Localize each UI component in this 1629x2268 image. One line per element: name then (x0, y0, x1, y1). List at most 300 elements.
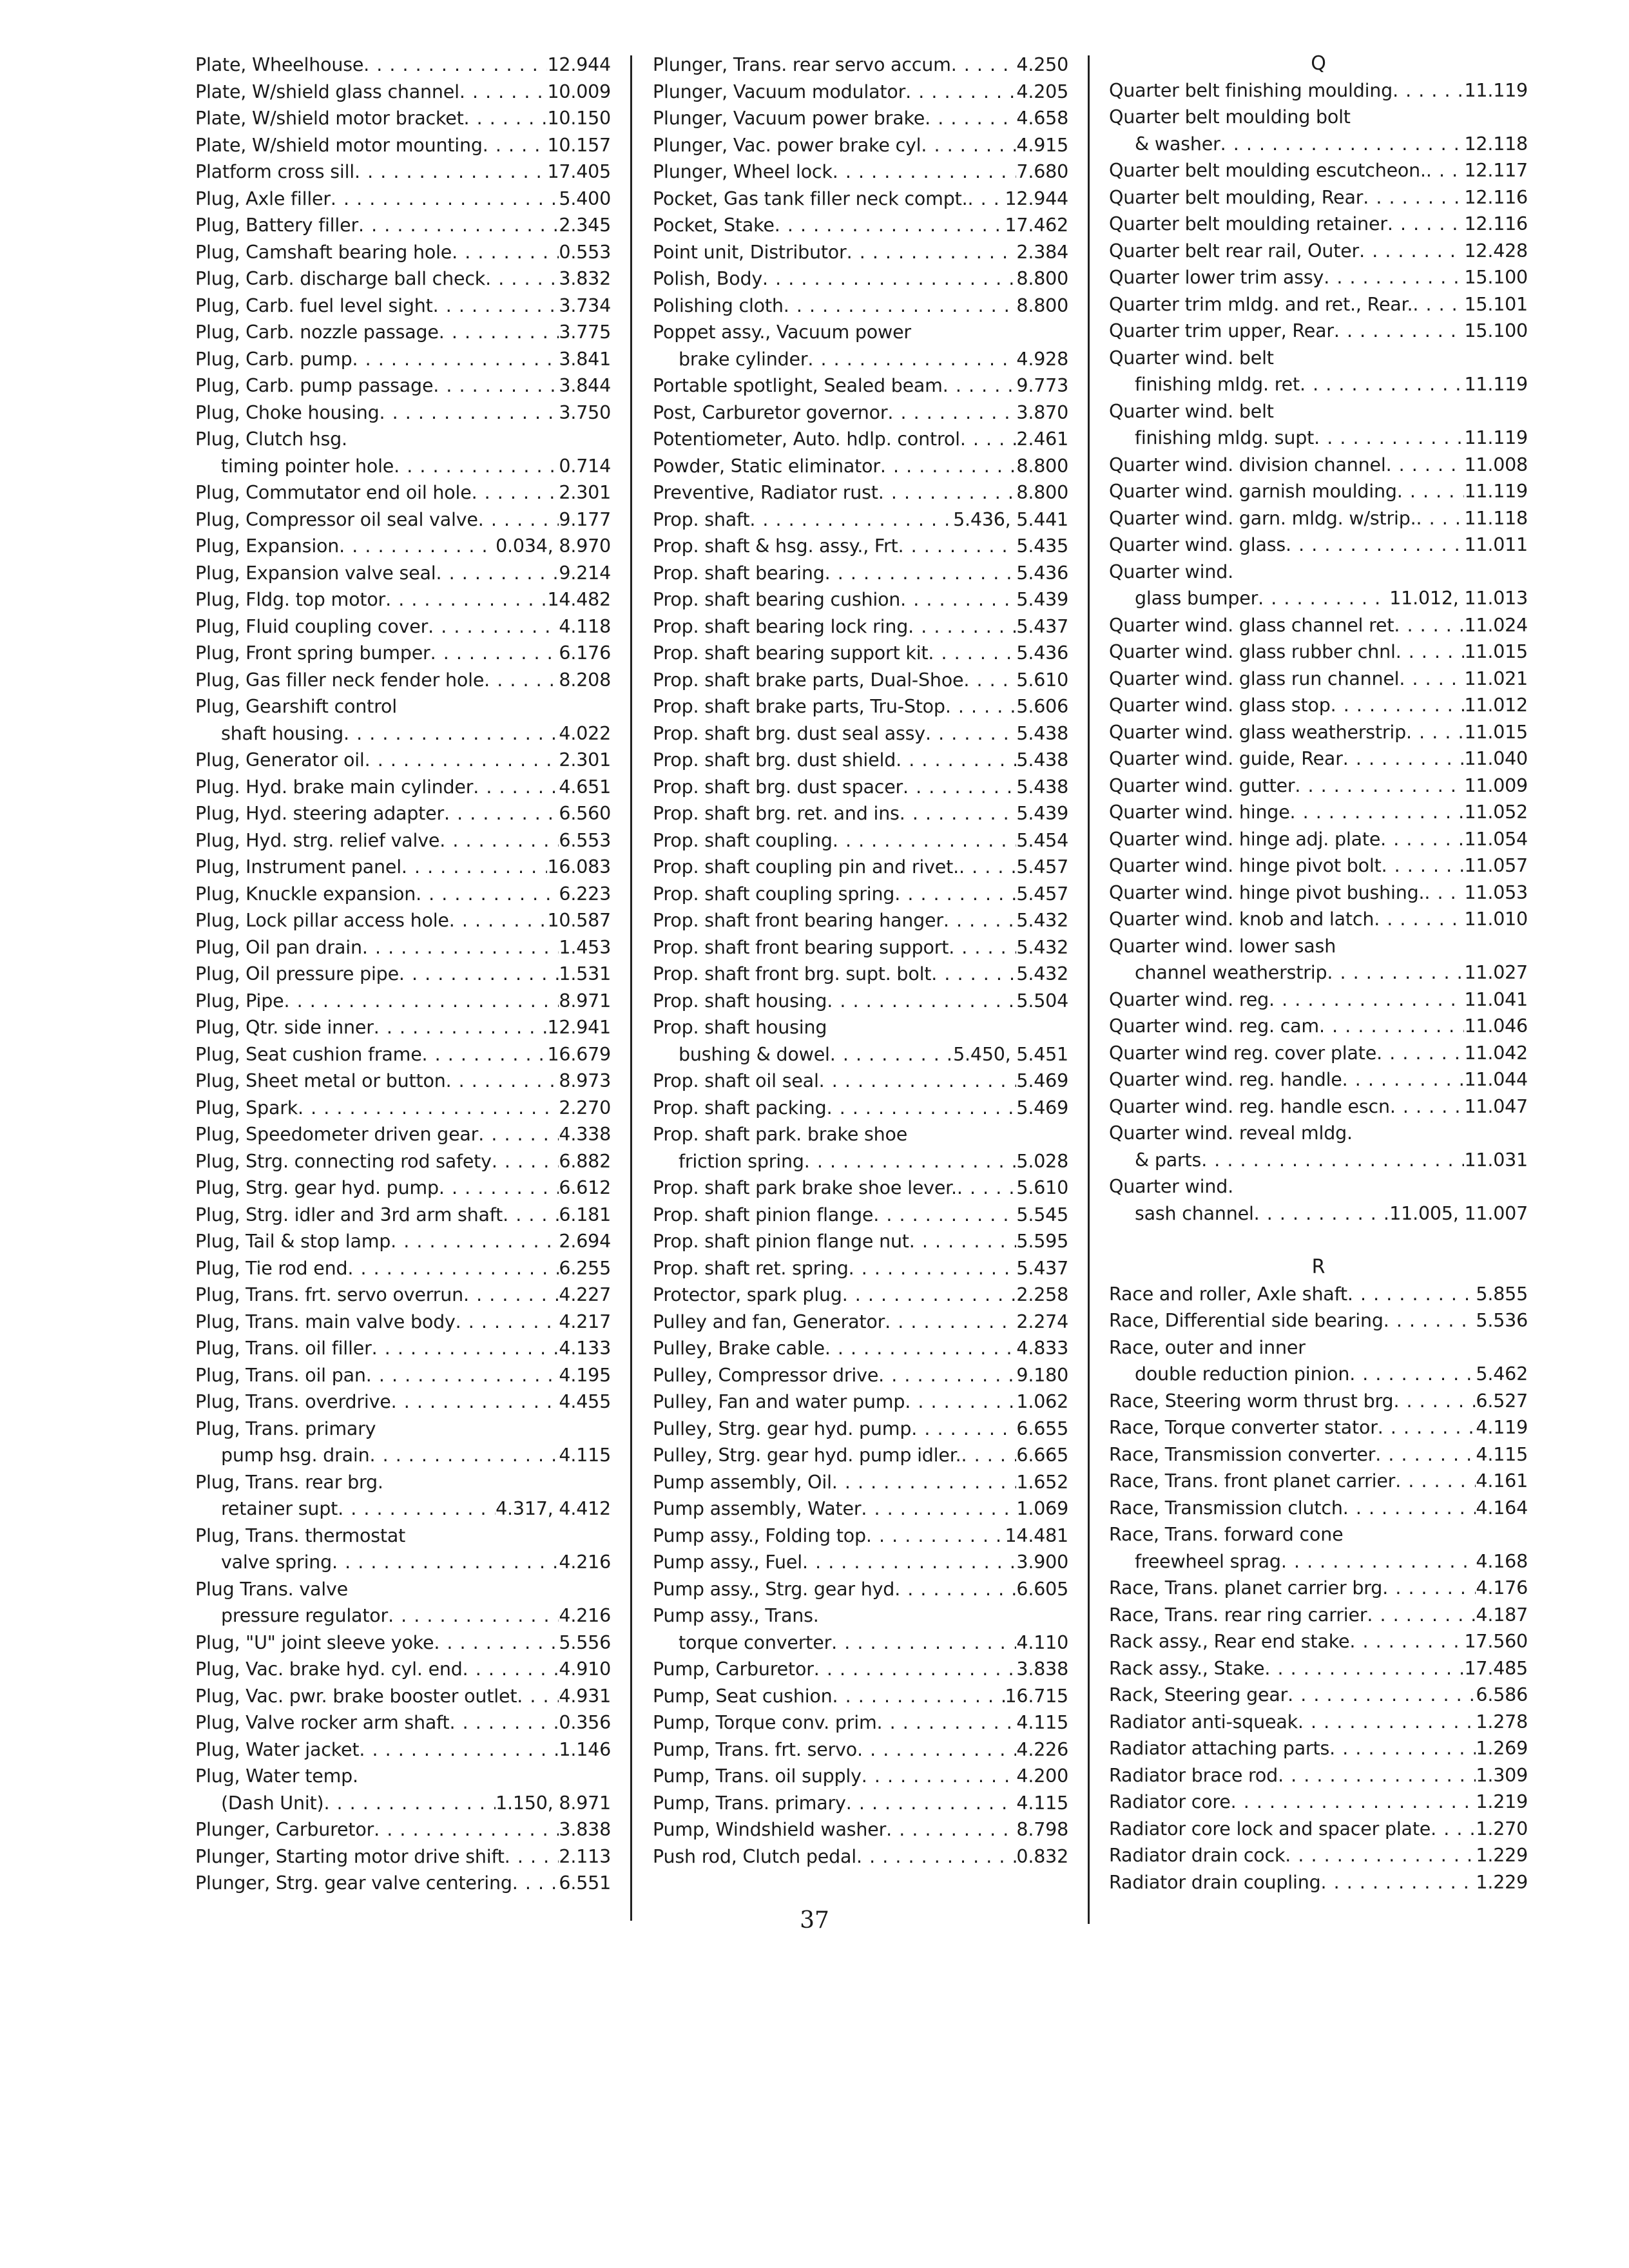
entry-label: Quarter belt moulding escutcheon. (1109, 160, 1426, 181)
entry-label: Prop. shaft housing (653, 990, 827, 1012)
index-entry (195, 159, 611, 186)
entry-page-ref: 5.536 (1476, 1310, 1528, 1331)
index-entry (1109, 799, 1528, 826)
dot-leader (463, 1282, 559, 1309)
dot-leader (831, 1629, 1016, 1657)
entry-page-ref: 1.652 (1016, 1471, 1068, 1493)
entry-label: Pump assy., Trans. (653, 1605, 819, 1626)
entry-page-ref: 4.115 (1016, 1712, 1068, 1733)
dot-leader (1394, 612, 1464, 639)
index-entry-line (195, 105, 611, 132)
dot-leader (1331, 692, 1465, 719)
entry-page-ref: 3.775 (559, 322, 611, 343)
index-entry-line (1109, 1735, 1528, 1762)
dot-leader (1231, 1789, 1476, 1816)
entry-page-ref: 8.971 (559, 990, 611, 1012)
entry-label: Plug, Carb. discharge ball check (195, 268, 486, 289)
entry-page-ref: 3.838 (1016, 1658, 1068, 1680)
entry-page-ref: 10.150 (547, 108, 611, 129)
entry-page-ref: 4.115 (1016, 1792, 1068, 1814)
dot-leader (887, 399, 1016, 427)
index-entry-line (1109, 1655, 1528, 1682)
index-entry-line (653, 265, 1068, 293)
dot-leader (1320, 1869, 1476, 1896)
entry-page-ref: 10.157 (547, 134, 611, 156)
entry-label: Race and roller, Axle shaft (1109, 1283, 1347, 1305)
entry-label: Race, Trans. front planet carrier (1109, 1470, 1396, 1492)
dot-leader (359, 1736, 559, 1763)
entry-page-ref: 1.269 (1476, 1738, 1528, 1759)
entry-page-ref: 6.586 (1476, 1684, 1528, 1706)
entry-label: Plunger, Starting motor drive shift (195, 1845, 505, 1867)
index-entry (1109, 264, 1528, 291)
dot-leader (878, 479, 1017, 506)
entry-label: Quarter trim mldg. and ret., Rear. (1109, 293, 1413, 315)
dot-leader (456, 1309, 559, 1336)
entry-label: brake cylinder (679, 348, 808, 370)
index-entry-line (195, 426, 611, 453)
dot-leader (1399, 666, 1464, 693)
entry-page-ref: 4.226 (1016, 1738, 1068, 1760)
index-entry (195, 1041, 611, 1068)
entry-label: timing pointer hole (221, 455, 394, 477)
index-entry-line (195, 1175, 611, 1202)
entry-page-ref: 5.435 (1016, 535, 1068, 557)
index-entry (653, 1602, 1068, 1656)
entry-page-ref: 4.833 (1016, 1338, 1068, 1359)
entry-page-ref: 5.436, 5.441 (953, 508, 1068, 530)
entry-page-ref: 5.432 (1016, 963, 1068, 985)
index-entry-continuation (1109, 1361, 1528, 1388)
entry-page-ref: 4.133 (559, 1338, 611, 1359)
entry-label: Plug. Hyd. brake main cylinder (195, 776, 474, 798)
entry-page-ref: 11.053 (1464, 881, 1528, 903)
entry-label: Plate, W/shield motor bracket (195, 108, 464, 129)
dot-leader (1406, 719, 1464, 746)
entry-page-ref: 11.021 (1464, 668, 1528, 689)
entry-label: shaft housing (221, 722, 344, 744)
entry-page-ref: 4.651 (559, 776, 611, 798)
dot-leader (949, 934, 1016, 961)
dot-leader (908, 613, 1016, 640)
index-entry (653, 293, 1068, 320)
entry-label: Radiator anti-squeak (1109, 1711, 1298, 1733)
entry-label: Quarter wind. gutter (1109, 774, 1295, 796)
entry-page-ref: 11.047 (1464, 1095, 1528, 1117)
dot-leader (434, 1629, 559, 1657)
dot-leader (894, 1576, 1016, 1603)
index-entry-line (1109, 1040, 1528, 1067)
dot-leader (1426, 157, 1465, 184)
index-entry-line (653, 747, 1068, 774)
dot-leader (452, 239, 559, 266)
index-entry (653, 453, 1068, 480)
index-entry (1109, 1709, 1528, 1736)
index-entry-line (1109, 398, 1528, 425)
dot-leader (1363, 184, 1464, 211)
entry-page-ref: 2.384 (1016, 241, 1068, 263)
entry-page-ref: 11.005, 11.007 (1389, 1202, 1528, 1224)
entry-page-ref: 6.223 (559, 883, 611, 905)
entry-label: Plunger, Vacuum modulator (653, 81, 906, 102)
entry-page-ref: 11.024 (1464, 614, 1528, 636)
dot-leader (1342, 1066, 1465, 1093)
entry-label: Prop. shaft ret. spring (653, 1257, 849, 1279)
entry-label: Radiator attaching parts (1109, 1738, 1330, 1759)
entry-page-ref: 4.195 (559, 1364, 611, 1386)
entry-label: Plug, Water temp. (195, 1765, 358, 1787)
index-entry (195, 1014, 611, 1041)
entry-label: Plug, Carb. pump (195, 348, 352, 370)
index-entry (195, 79, 611, 106)
index-entry (195, 52, 611, 79)
dot-leader (880, 453, 1017, 480)
entry-label: Quarter belt moulding, Rear (1109, 186, 1364, 208)
index-entry-line (195, 747, 611, 774)
index-entry-line (653, 1549, 1068, 1576)
index-entry-line (195, 1576, 611, 1603)
index-entry-line (653, 132, 1068, 159)
dot-leader (347, 1255, 559, 1282)
entry-label: Plug, Strg. connecting rod safety (195, 1150, 492, 1172)
index-entry-line (653, 52, 1068, 79)
index-entry-line (195, 907, 611, 934)
dot-leader (323, 1790, 496, 1817)
index-entry-line (195, 667, 611, 694)
index-entry-line (1109, 1388, 1528, 1415)
entry-page-ref: 11.054 (1464, 828, 1528, 850)
entry-label: Plug, Strg. idler and 3rd arm shaft (195, 1204, 503, 1225)
index-entry (653, 1335, 1068, 1362)
index-entry (653, 800, 1068, 827)
entry-label: Point unit, Distributor (653, 241, 847, 263)
entry-label: Plug, Camshaft bearing hole (195, 241, 452, 263)
index-entry-line (653, 1282, 1068, 1309)
dot-leader (928, 640, 1016, 667)
dot-leader (960, 426, 1017, 453)
entry-label: Plug, Vac. pwr. brake booster outlet (195, 1685, 517, 1707)
entry-label: Preventive, Radiator rust (653, 482, 878, 503)
index-entry (653, 827, 1068, 854)
dot-leader (1431, 1816, 1476, 1843)
index-entry-line (1109, 1468, 1528, 1495)
index-entry (653, 1790, 1068, 1817)
index-entry (1109, 1628, 1528, 1655)
index-entry-continuation (195, 1549, 611, 1576)
index-entry-line (1109, 1709, 1528, 1736)
index-entry-line (653, 506, 1068, 533)
dot-leader (898, 533, 1017, 560)
entry-page-ref: 11.057 (1464, 855, 1528, 876)
dot-leader (1395, 1468, 1476, 1495)
index-entry-line (195, 1843, 611, 1870)
index-entry (1109, 104, 1528, 157)
index-entry (1109, 1281, 1528, 1308)
entry-label: Plug, Vac. brake hyd. cyl. end (195, 1658, 463, 1680)
entry-page-ref: 11.009 (1464, 774, 1528, 796)
entry-page-ref: 1.219 (1476, 1791, 1528, 1812)
entry-label: Plug, Sheet metal or button (195, 1070, 446, 1091)
index-entry (1109, 612, 1528, 639)
index-entry-line (653, 186, 1068, 213)
index-entry (195, 1816, 611, 1843)
entry-label: Quarter wind. knob and latch (1109, 908, 1374, 930)
dot-leader (374, 1014, 548, 1041)
entry-label: Plug, Instrument panel (195, 856, 401, 878)
entry-label: Poppet assy., Vacuum power (653, 322, 911, 343)
index-entry (653, 52, 1068, 79)
entry-label: Pump assy., Folding top (653, 1524, 866, 1546)
dot-leader (877, 1709, 1017, 1736)
dot-leader (856, 1843, 1016, 1870)
entry-label: Plug, Front spring bumper (195, 642, 430, 664)
entry-page-ref: 0.356 (559, 1712, 611, 1733)
index-entry (653, 881, 1068, 908)
entry-page-ref: 12.118 (1464, 133, 1528, 155)
entry-page-ref: 8.800 (1016, 294, 1068, 316)
index-entry (653, 105, 1068, 132)
index-entry (195, 560, 611, 587)
index-entry (653, 1576, 1068, 1603)
entry-page-ref: 3.734 (559, 294, 611, 316)
index-entry (1109, 478, 1528, 505)
index-entry-line (1109, 1173, 1528, 1200)
entry-page-ref: 2.301 (559, 482, 611, 503)
dot-leader (825, 1335, 1017, 1362)
index-entry-line (653, 613, 1068, 640)
index-entry-continuation (1109, 1147, 1528, 1174)
index-entry-line (195, 560, 611, 587)
index-entry-line (195, 1309, 611, 1336)
entry-page-ref: 12.941 (547, 1017, 611, 1038)
index-entry (653, 506, 1068, 533)
index-entry-line (653, 800, 1068, 827)
index-entry (195, 1335, 611, 1362)
entry-page-ref: 8.208 (559, 669, 611, 691)
index-entry-line (653, 105, 1068, 132)
index-entry-line (1109, 799, 1528, 826)
index-entry (653, 159, 1068, 186)
index-entry-line (653, 1843, 1068, 1870)
index-entry (653, 1523, 1068, 1550)
entry-label: Prop. shaft pinion flange nut (653, 1231, 909, 1252)
entry-page-ref: 5.438 (1016, 749, 1068, 771)
entry-page-ref: 11.119 (1464, 79, 1528, 101)
index-entry-continuation (653, 1629, 1068, 1657)
index-entry (1109, 1495, 1528, 1522)
index-entry-line (1109, 1869, 1528, 1896)
dot-leader (1416, 505, 1465, 532)
entry-page-ref: 3.900 (1016, 1552, 1068, 1573)
entry-label: Plunger, Trans. rear servo accum (653, 54, 951, 75)
index-entry (195, 827, 611, 854)
index-entry (1109, 1842, 1528, 1869)
entry-label: bushing & dowel (679, 1043, 830, 1065)
entry-label: valve spring (221, 1552, 333, 1573)
index-entry (653, 372, 1068, 399)
index-entry-line (195, 1228, 611, 1255)
dot-leader (1412, 291, 1464, 318)
index-entry (653, 1068, 1068, 1095)
index-entry-line (1109, 826, 1528, 853)
entry-label: Plunger, Strg. gear valve centering (195, 1872, 512, 1894)
entry-page-ref: 3.841 (559, 348, 611, 370)
entry-label: Plug, Water jacket (195, 1738, 360, 1760)
index-entry-line (195, 1736, 611, 1763)
entry-label: Prop. shaft bearing support kit (653, 642, 929, 664)
entry-page-ref: 17.405 (547, 161, 611, 182)
index-entry (653, 79, 1068, 106)
index-entry (653, 667, 1068, 694)
entry-label: Plug, Pipe (195, 990, 284, 1012)
entry-label: Pulley, Brake cable (653, 1338, 825, 1359)
dot-leader (436, 560, 559, 587)
entry-page-ref: 12.944 (1005, 187, 1068, 209)
index-entry (1109, 505, 1528, 532)
index-entry-line (195, 1068, 611, 1095)
entry-page-ref: 1.229 (1476, 1845, 1528, 1866)
entry-label: Plug, Trans. oil pan (195, 1364, 366, 1386)
dot-leader (905, 79, 1016, 106)
index-entry-line (653, 1442, 1068, 1469)
index-entry-line (653, 1816, 1068, 1843)
entry-page-ref: 4.216 (559, 1605, 611, 1626)
index-entry (653, 1202, 1068, 1229)
entry-page-ref: 5.432 (1016, 936, 1068, 958)
index-entry-line (653, 720, 1068, 747)
dot-leader (399, 961, 559, 988)
index-entry-line (1109, 1495, 1528, 1522)
index-entry (195, 934, 611, 961)
index-entry (195, 372, 611, 399)
entry-label: Plug, Gas filler neck fender hole (195, 669, 485, 691)
index-entry (1109, 773, 1528, 800)
dot-leader (391, 1389, 559, 1416)
index-entry (1109, 1307, 1528, 1334)
entry-label: Post, Carburetor governor (653, 401, 888, 423)
index-entry-line (195, 1362, 611, 1389)
index-entry (195, 667, 611, 694)
dot-leader (358, 212, 559, 239)
dot-leader (909, 1228, 1017, 1255)
entry-label: Plug, Axle filler (195, 187, 331, 209)
dot-leader (830, 1041, 953, 1068)
entry-label: Quarter wind. reg. handle escn (1109, 1095, 1390, 1117)
index-entry (653, 1282, 1068, 1309)
dot-leader (833, 159, 1017, 186)
index-entry-line (1109, 1602, 1528, 1629)
index-entry-line (653, 1121, 1068, 1148)
entry-page-ref: 2.345 (559, 215, 611, 236)
index-entry (195, 1629, 611, 1657)
entry-page-ref: 11.031 (1464, 1149, 1528, 1171)
dot-leader (833, 1683, 1005, 1710)
dot-leader (900, 586, 1016, 613)
entry-page-ref: 4.110 (1016, 1631, 1068, 1653)
dot-leader (1324, 264, 1464, 291)
dot-leader (433, 293, 559, 320)
index-entry-line (1109, 452, 1528, 479)
index-entry (195, 1683, 611, 1710)
index-entry (653, 640, 1068, 667)
index-entry-line (653, 426, 1068, 453)
entry-page-ref: 5.457 (1016, 883, 1068, 905)
entry-label: Quarter wind. reveal mldg. (1109, 1122, 1353, 1144)
entry-label: glass bumper (1135, 588, 1258, 609)
index-entry-line (1109, 719, 1528, 746)
index-entry-line (195, 479, 611, 506)
index-entry (1109, 1816, 1528, 1843)
entry-page-ref: 12.428 (1464, 240, 1528, 262)
index-entry (195, 1870, 611, 1897)
entry-label: Quarter wind. hinge (1109, 802, 1290, 823)
index-entry-line (1109, 1842, 1528, 1869)
index-entry (653, 426, 1068, 453)
dot-leader (1367, 1602, 1476, 1629)
index-entry-line (653, 1014, 1068, 1041)
entry-page-ref: 15.101 (1464, 293, 1528, 315)
index-entry (195, 506, 611, 533)
entry-label: Race, Torque converter stator (1109, 1417, 1378, 1438)
index-entry-line (653, 1228, 1068, 1255)
index-entry (653, 1362, 1068, 1389)
entry-label: Plug, Oil pressure pipe (195, 963, 399, 985)
entry-page-ref: 12.944 (547, 54, 611, 75)
dot-leader (1349, 1361, 1476, 1388)
entry-label: Polishing cloth (653, 294, 784, 316)
entry-label: Prop. shaft & hsg. assy., Frt (653, 535, 898, 557)
entry-page-ref: 5.436 (1016, 642, 1068, 664)
dot-leader (1287, 1682, 1476, 1709)
entry-label: Quarter wind. guide, Rear (1109, 748, 1343, 769)
index-entry-line (195, 1523, 611, 1550)
dot-leader (446, 1068, 559, 1095)
entry-label: Platform cross sill (195, 161, 355, 182)
index-entry-line (653, 1709, 1068, 1736)
entry-page-ref: 5.462 (1476, 1363, 1528, 1385)
entry-page-ref: 10.587 (547, 910, 611, 931)
entry-label: Plug, Trans. oil filler (195, 1338, 372, 1359)
index-entry (1109, 1468, 1528, 1495)
entry-page-ref: 5.438 (1016, 776, 1068, 798)
index-entry (653, 1228, 1068, 1255)
entry-label: Plug, Lock pillar access hole (195, 910, 449, 931)
index-entry (653, 319, 1068, 372)
dot-leader (512, 1870, 559, 1897)
entry-label: Plug, Compressor oil seal valve (195, 508, 478, 530)
entry-label: Prop. shaft bearing lock ring (653, 615, 909, 637)
dot-leader (517, 1683, 559, 1710)
index-entry-line (653, 1736, 1068, 1763)
index-entry-continuation (195, 720, 611, 747)
index-entry (195, 1175, 611, 1202)
entry-label: Plug, Trans. primary (195, 1418, 376, 1439)
entry-page-ref: 11.041 (1464, 988, 1528, 1010)
index-entry-line (195, 533, 611, 560)
index-entry (1109, 77, 1528, 104)
entry-label: Plate, W/shield glass channel (195, 81, 459, 102)
entry-label: Quarter wind. belt (1109, 347, 1274, 369)
index-entry (1109, 1682, 1528, 1709)
entry-label: & parts (1135, 1149, 1202, 1171)
entry-label: Plug, Trans. main valve body (195, 1311, 456, 1332)
dot-leader (1382, 852, 1465, 879)
index-entry (653, 586, 1068, 613)
entry-label: Race, Trans. planet carrier brg (1109, 1577, 1383, 1599)
index-entry-continuation (1109, 425, 1528, 452)
entry-label: channel weatherstrip (1135, 962, 1327, 983)
index-entry-line (653, 79, 1068, 106)
